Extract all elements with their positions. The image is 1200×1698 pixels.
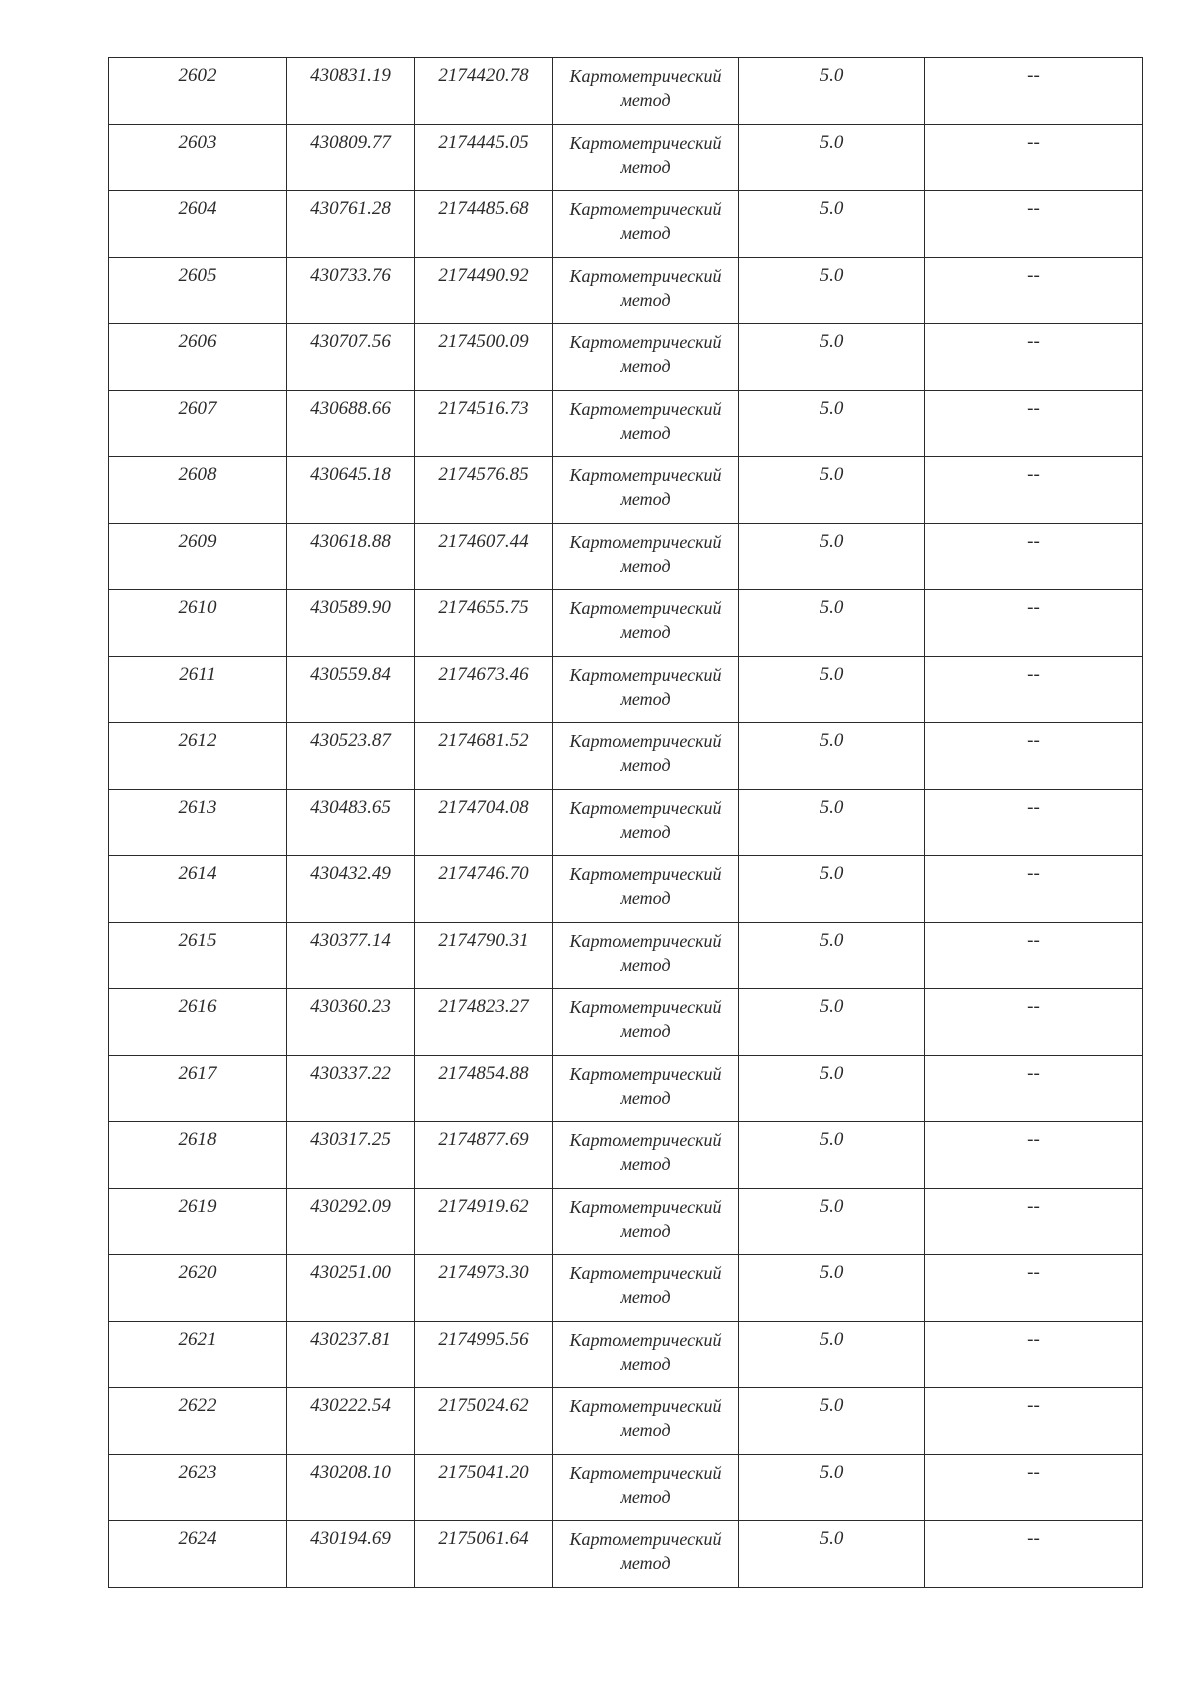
table-row	[109, 1521, 1143, 1588]
point-number-cell: 2614	[109, 856, 287, 923]
y-coordinate-cell: 2174420.78	[415, 58, 553, 125]
y-coordinate-cell: 2174607.44	[415, 523, 553, 590]
x-coordinate-cell: 430360.23	[287, 989, 415, 1056]
accuracy-cell: 5.0	[739, 324, 925, 391]
method-cell: Картометрический метод	[553, 257, 739, 324]
point-number-cell: 2603	[109, 124, 287, 191]
method-cell: Картометрический метод	[553, 1188, 739, 1255]
x-coordinate-cell: 430761.28	[287, 191, 415, 258]
point-number-cell: 2605	[109, 257, 287, 324]
method-cell: Картометрический метод	[553, 856, 739, 923]
x-coordinate-cell: 430222.54	[287, 1388, 415, 1455]
x-coordinate-cell: 430483.65	[287, 789, 415, 856]
note-cell: --	[925, 1321, 1143, 1388]
accuracy-cell: 5.0	[739, 1454, 925, 1521]
note-cell: --	[925, 257, 1143, 324]
table-row	[109, 58, 1143, 125]
note-cell: --	[925, 922, 1143, 989]
note-cell: --	[925, 856, 1143, 923]
y-coordinate-cell: 2174485.68	[415, 191, 553, 258]
x-coordinate-cell: 430645.18	[287, 457, 415, 524]
accuracy-cell: 5.0	[739, 590, 925, 657]
note-cell: --	[925, 124, 1143, 191]
table-row	[109, 324, 1143, 391]
method-cell: Картометрический метод	[553, 656, 739, 723]
accuracy-cell: 5.0	[739, 989, 925, 1056]
table-row	[109, 257, 1143, 324]
y-coordinate-cell: 2175061.64	[415, 1521, 553, 1588]
y-coordinate-cell: 2174673.46	[415, 656, 553, 723]
accuracy-cell: 5.0	[739, 789, 925, 856]
note-cell: --	[925, 58, 1143, 125]
accuracy-cell: 5.0	[739, 723, 925, 790]
x-coordinate-cell: 430432.49	[287, 856, 415, 923]
point-number-cell: 2607	[109, 390, 287, 457]
table-row	[109, 1122, 1143, 1189]
method-cell: Картометрический метод	[553, 1321, 739, 1388]
point-number-cell: 2621	[109, 1321, 287, 1388]
point-number-cell: 2613	[109, 789, 287, 856]
point-number-cell: 2620	[109, 1255, 287, 1322]
point-number-cell: 2608	[109, 457, 287, 524]
accuracy-cell: 5.0	[739, 457, 925, 524]
y-coordinate-cell: 2174655.75	[415, 590, 553, 657]
accuracy-cell: 5.0	[739, 1388, 925, 1455]
note-cell: --	[925, 590, 1143, 657]
point-number-cell: 2616	[109, 989, 287, 1056]
x-coordinate-cell: 430707.56	[287, 324, 415, 391]
note-cell: --	[925, 191, 1143, 258]
note-cell: --	[925, 523, 1143, 590]
accuracy-cell: 5.0	[739, 922, 925, 989]
method-cell: Картометрический метод	[553, 1255, 739, 1322]
accuracy-cell: 5.0	[739, 257, 925, 324]
method-cell: Картометрический метод	[553, 1122, 739, 1189]
table-row	[109, 1188, 1143, 1255]
x-coordinate-cell: 430337.22	[287, 1055, 415, 1122]
note-cell: --	[925, 656, 1143, 723]
note-cell: --	[925, 1388, 1143, 1455]
method-cell: Картометрический метод	[553, 390, 739, 457]
point-number-cell: 2602	[109, 58, 287, 125]
point-number-cell: 2615	[109, 922, 287, 989]
table-row	[109, 856, 1143, 923]
note-cell: --	[925, 1055, 1143, 1122]
method-cell: Картометрический метод	[553, 58, 739, 125]
x-coordinate-cell: 430559.84	[287, 656, 415, 723]
x-coordinate-cell: 430317.25	[287, 1122, 415, 1189]
accuracy-cell: 5.0	[739, 1521, 925, 1588]
table-row	[109, 1255, 1143, 1322]
table-row	[109, 191, 1143, 258]
y-coordinate-cell: 2174854.88	[415, 1055, 553, 1122]
table-row	[109, 1055, 1143, 1122]
accuracy-cell: 5.0	[739, 1055, 925, 1122]
note-cell: --	[925, 1122, 1143, 1189]
table-row	[109, 656, 1143, 723]
method-cell: Картометрический метод	[553, 1388, 739, 1455]
x-coordinate-cell: 430831.19	[287, 58, 415, 125]
point-number-cell: 2609	[109, 523, 287, 590]
x-coordinate-cell: 430208.10	[287, 1454, 415, 1521]
y-coordinate-cell: 2174516.73	[415, 390, 553, 457]
accuracy-cell: 5.0	[739, 1321, 925, 1388]
table-row	[109, 1321, 1143, 1388]
y-coordinate-cell: 2174746.70	[415, 856, 553, 923]
point-number-cell: 2624	[109, 1521, 287, 1588]
note-cell: --	[925, 390, 1143, 457]
x-coordinate-cell: 430589.90	[287, 590, 415, 657]
x-coordinate-cell: 430194.69	[287, 1521, 415, 1588]
note-cell: --	[925, 789, 1143, 856]
point-number-cell: 2618	[109, 1122, 287, 1189]
table-row	[109, 523, 1143, 590]
table-row	[109, 457, 1143, 524]
point-number-cell: 2622	[109, 1388, 287, 1455]
x-coordinate-cell: 430377.14	[287, 922, 415, 989]
table-row	[109, 590, 1143, 657]
x-coordinate-cell: 430809.77	[287, 124, 415, 191]
x-coordinate-cell: 430618.88	[287, 523, 415, 590]
table-row	[109, 1454, 1143, 1521]
y-coordinate-cell: 2175041.20	[415, 1454, 553, 1521]
note-cell: --	[925, 1521, 1143, 1588]
table-row	[109, 789, 1143, 856]
accuracy-cell: 5.0	[739, 191, 925, 258]
method-cell: Картометрический метод	[553, 989, 739, 1056]
table-row	[109, 390, 1143, 457]
y-coordinate-cell: 2174500.09	[415, 324, 553, 391]
y-coordinate-cell: 2174681.52	[415, 723, 553, 790]
accuracy-cell: 5.0	[739, 1255, 925, 1322]
method-cell: Картометрический метод	[553, 523, 739, 590]
y-coordinate-cell: 2174490.92	[415, 257, 553, 324]
point-number-cell: 2611	[109, 656, 287, 723]
y-coordinate-cell: 2174790.31	[415, 922, 553, 989]
y-coordinate-cell: 2174823.27	[415, 989, 553, 1056]
table-row	[109, 1388, 1143, 1455]
x-coordinate-cell: 430688.66	[287, 390, 415, 457]
method-cell: Картометрический метод	[553, 723, 739, 790]
y-coordinate-cell: 2174973.30	[415, 1255, 553, 1322]
method-cell: Картометрический метод	[553, 457, 739, 524]
accuracy-cell: 5.0	[739, 523, 925, 590]
x-coordinate-cell: 430251.00	[287, 1255, 415, 1322]
method-cell: Картометрический метод	[553, 1521, 739, 1588]
point-number-cell: 2610	[109, 590, 287, 657]
note-cell: --	[925, 457, 1143, 524]
point-number-cell: 2619	[109, 1188, 287, 1255]
note-cell: --	[925, 1188, 1143, 1255]
y-coordinate-cell: 2174576.85	[415, 457, 553, 524]
accuracy-cell: 5.0	[739, 58, 925, 125]
accuracy-cell: 5.0	[739, 1188, 925, 1255]
x-coordinate-cell: 430292.09	[287, 1188, 415, 1255]
method-cell: Картометрический метод	[553, 789, 739, 856]
note-cell: --	[925, 723, 1143, 790]
accuracy-cell: 5.0	[739, 390, 925, 457]
point-number-cell: 2604	[109, 191, 287, 258]
note-cell: --	[925, 1255, 1143, 1322]
accuracy-cell: 5.0	[739, 856, 925, 923]
y-coordinate-cell: 2174877.69	[415, 1122, 553, 1189]
table-row	[109, 723, 1143, 790]
coordinates-table-body	[109, 58, 1143, 1588]
accuracy-cell: 5.0	[739, 124, 925, 191]
y-coordinate-cell: 2174919.62	[415, 1188, 553, 1255]
accuracy-cell: 5.0	[739, 656, 925, 723]
y-coordinate-cell: 2174445.05	[415, 124, 553, 191]
method-cell: Картометрический метод	[553, 1454, 739, 1521]
point-number-cell: 2617	[109, 1055, 287, 1122]
method-cell: Картометрический метод	[553, 1055, 739, 1122]
table-row	[109, 922, 1143, 989]
y-coordinate-cell: 2174704.08	[415, 789, 553, 856]
note-cell: --	[925, 989, 1143, 1056]
table-row	[109, 124, 1143, 191]
method-cell: Картометрический метод	[553, 124, 739, 191]
x-coordinate-cell: 430523.87	[287, 723, 415, 790]
y-coordinate-cell: 2174995.56	[415, 1321, 553, 1388]
point-number-cell: 2606	[109, 324, 287, 391]
method-cell: Картометрический метод	[553, 324, 739, 391]
method-cell: Картометрический метод	[553, 191, 739, 258]
note-cell: --	[925, 1454, 1143, 1521]
x-coordinate-cell: 430733.76	[287, 257, 415, 324]
note-cell: --	[925, 324, 1143, 391]
method-cell: Картометрический метод	[553, 922, 739, 989]
coordinates-table	[108, 57, 1143, 1588]
x-coordinate-cell: 430237.81	[287, 1321, 415, 1388]
point-number-cell: 2612	[109, 723, 287, 790]
accuracy-cell: 5.0	[739, 1122, 925, 1189]
table-row	[109, 989, 1143, 1056]
y-coordinate-cell: 2175024.62	[415, 1388, 553, 1455]
point-number-cell: 2623	[109, 1454, 287, 1521]
method-cell: Картометрический метод	[553, 590, 739, 657]
